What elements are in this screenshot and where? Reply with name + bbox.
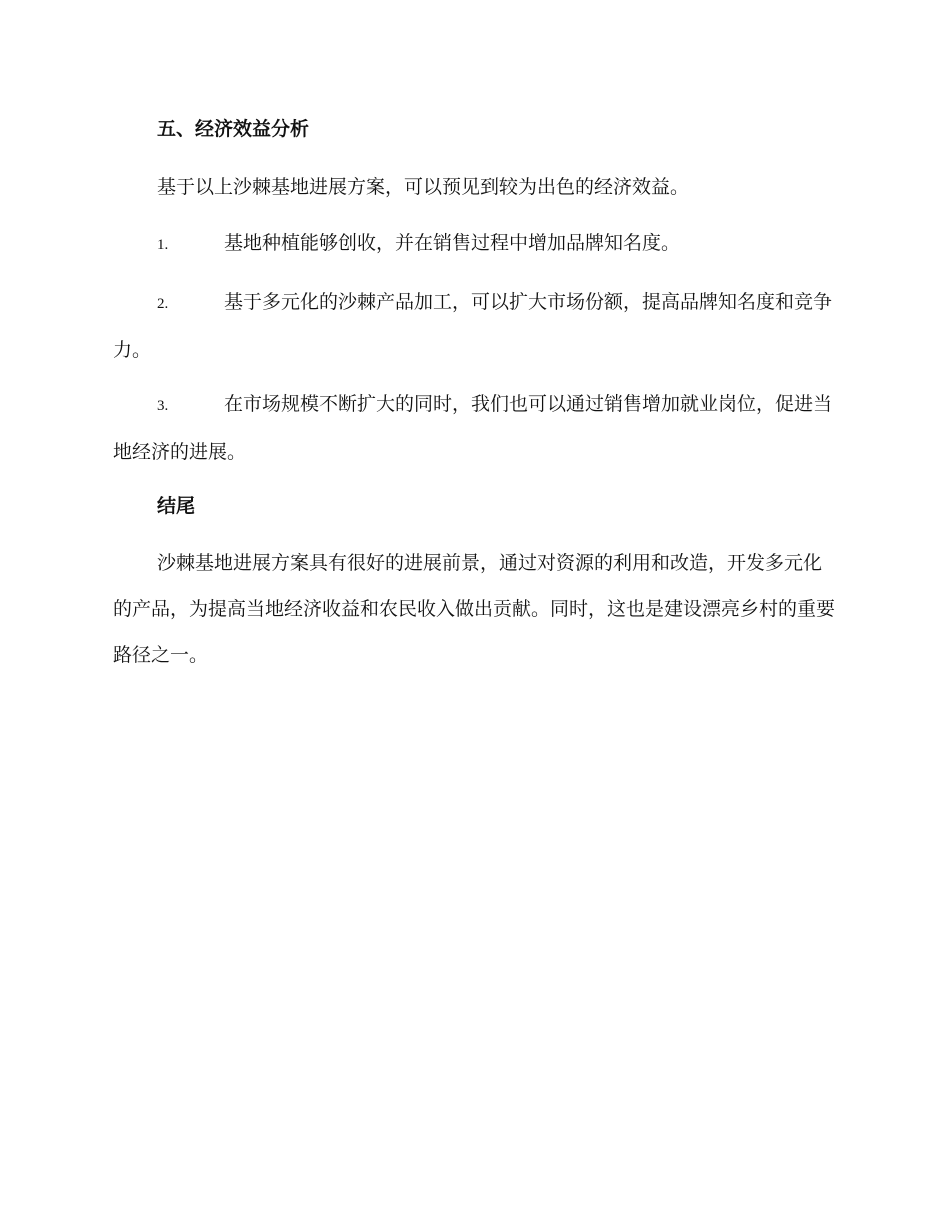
list-text: 基于多元化的沙棘产品加工，可以扩大市场份额，提高品牌知名度和竞争力。 [113,291,833,361]
list-text: 在市场规模不断扩大的同时，我们也可以通过销售增加就业岗位，促进当地经济的进展。 [113,393,833,463]
list-item-1 [113,220,835,268]
list-item-3 [113,381,835,475]
list-item-2 [113,279,835,373]
list-number: 2. [157,296,169,312]
conclusion-paragraph: 沙棘基地进展方案具有很好的进展前景，通过对资源的利用和改造，开发多元化的产品，为提高当地经济收益和农民收入做出贡献。同时，这也是建设漂亮乡村的重要路径之一。 [113,552,836,666]
list-number: 1. [157,237,169,253]
list-text: 基地种植能够创收，并在销售过程中增加品牌知名度。 [224,232,681,254]
section-intro-paragraph: 基于以上沙棘基地进展方案，可以预见到较为出色的经济效益。 [157,176,690,198]
list-number: 3. [157,398,169,414]
section-heading-economic-benefits: 五、经济效益分析 [157,118,310,140]
section-heading-conclusion: 结尾 [157,495,196,517]
